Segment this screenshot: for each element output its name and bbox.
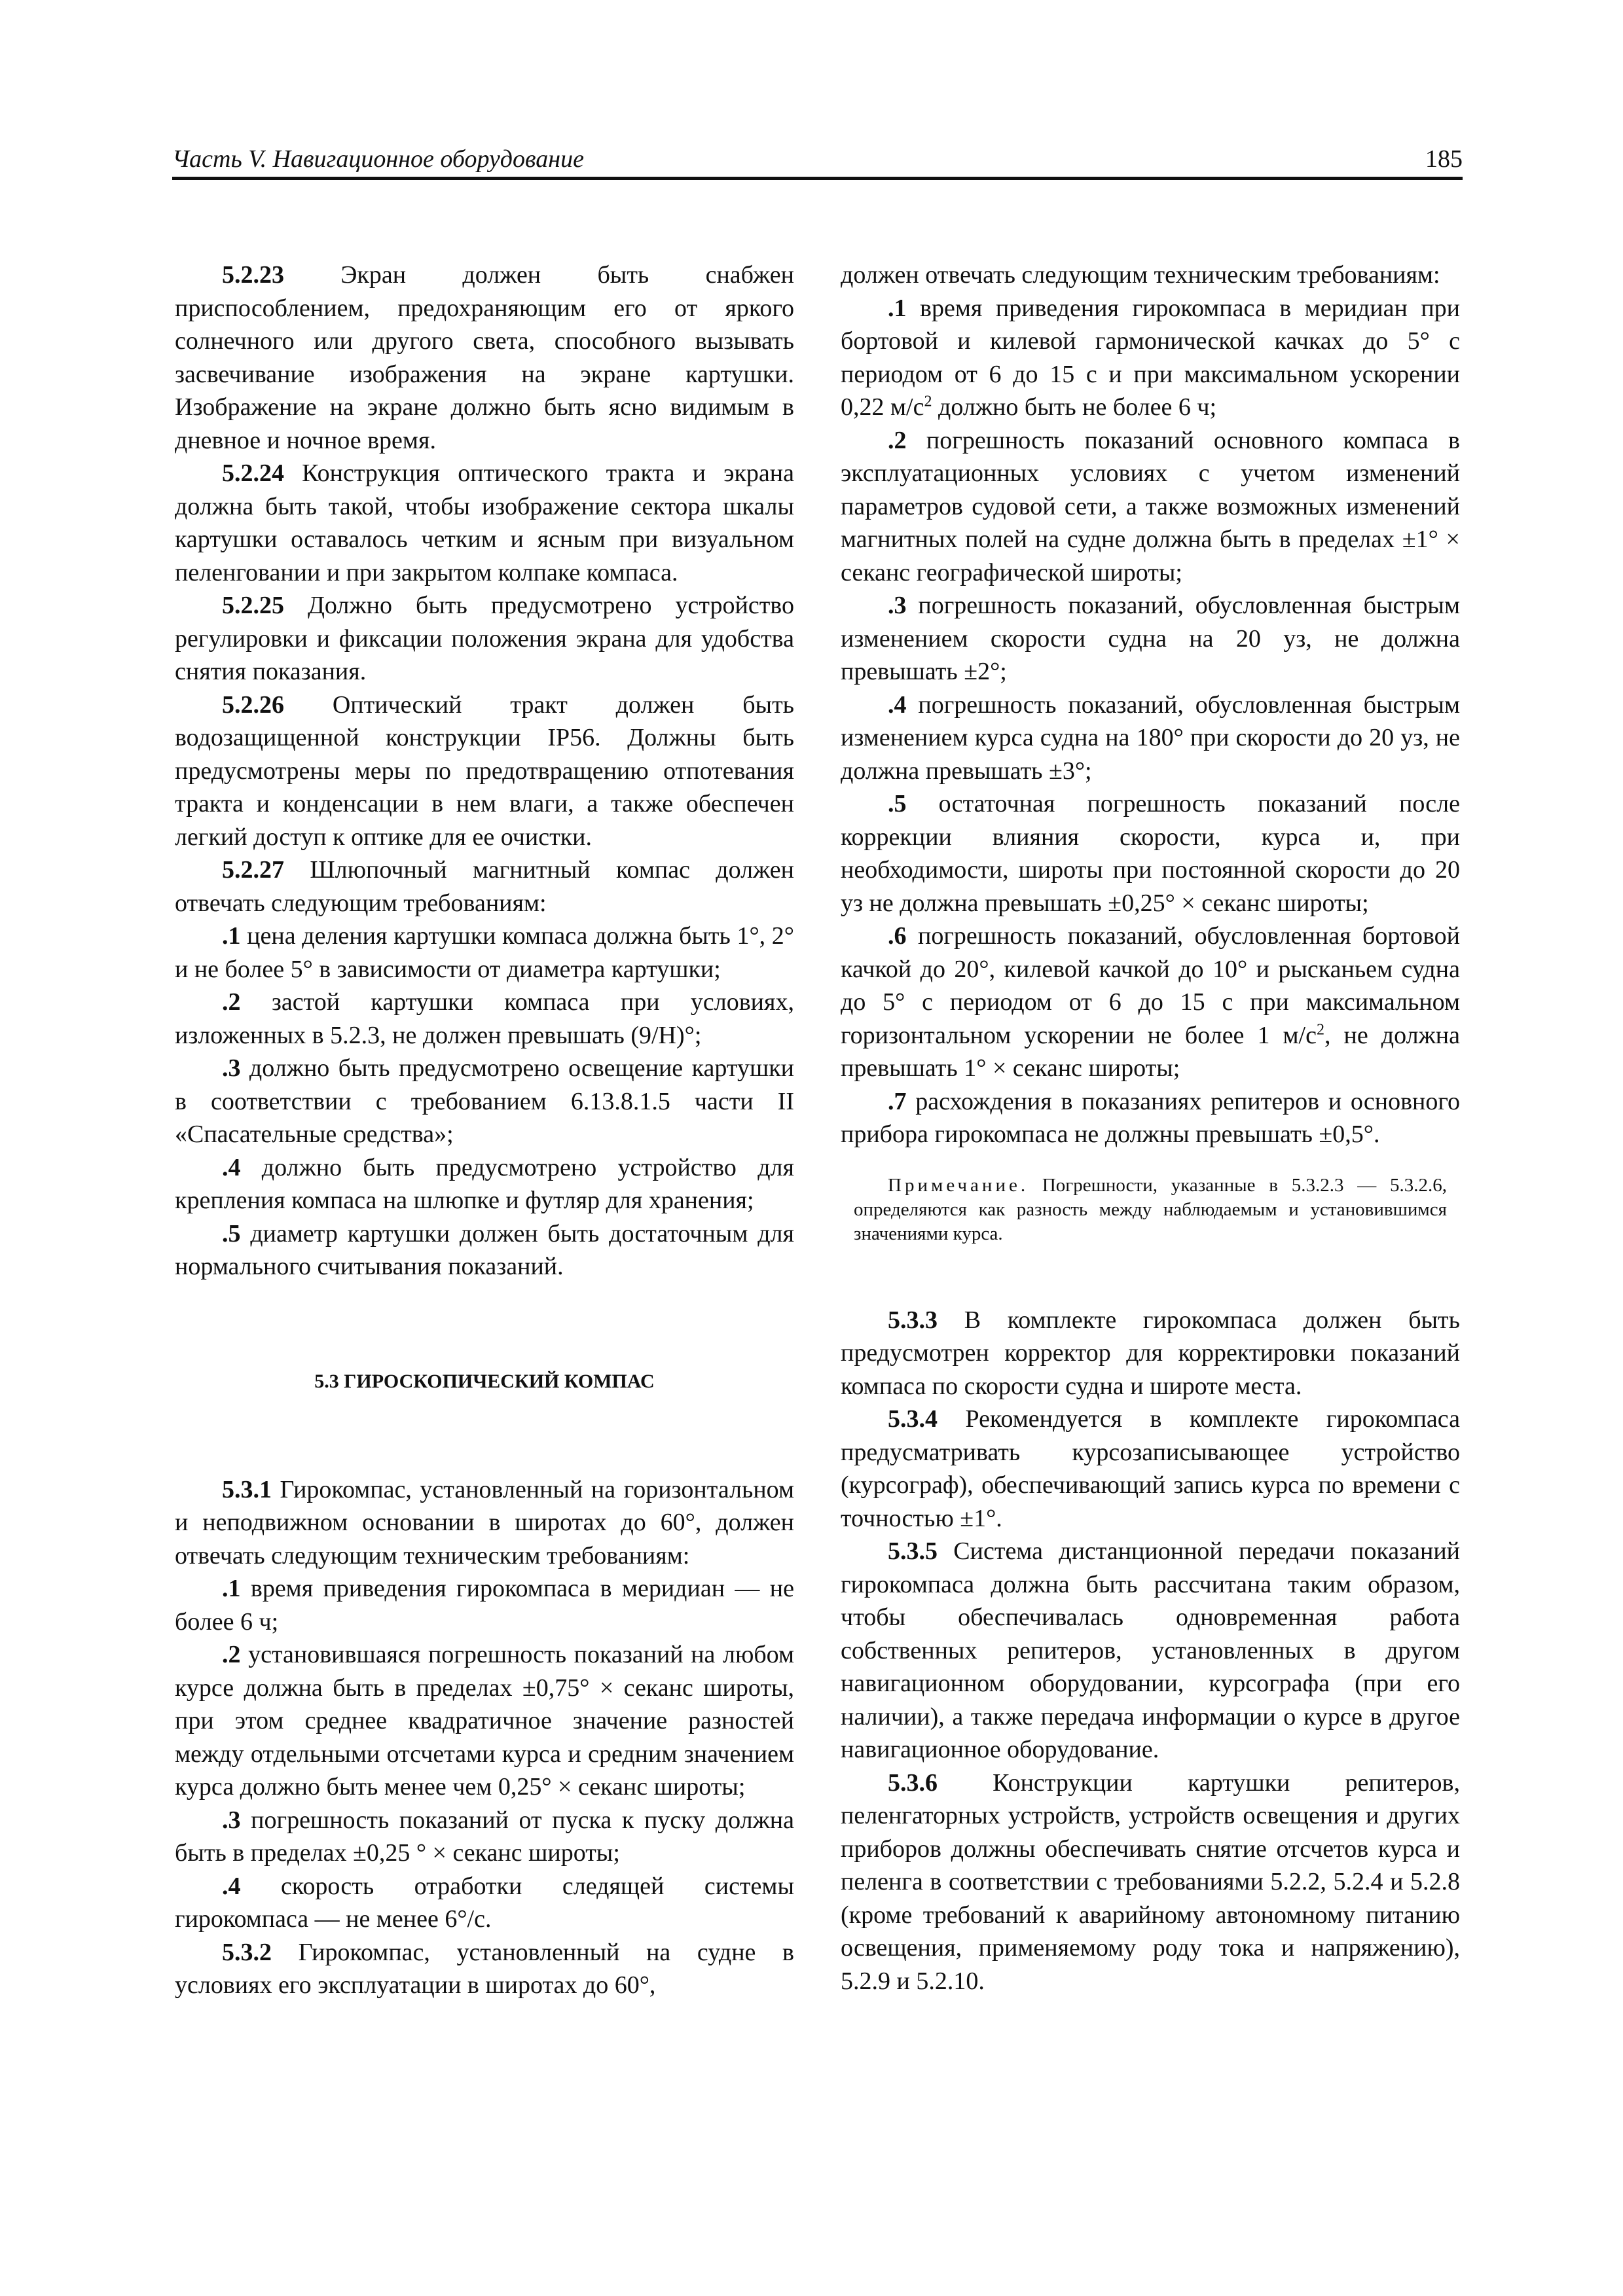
list-item: .4 погрешность показаний, обусловленная быстрым изменением курса судна на 180° при скорости до 20 уз, не должна превышать ±3°; <box>841 691 1460 785</box>
list-item: .4 скорость отработки следящей системы гирокомпаса — не менее 6°/с. <box>175 1872 794 1933</box>
list-item: .3 погрешность показаний, обусловленная быстрым изменением скорости судна на 20 уз, не должна превышать ±2°; <box>841 592 1460 685</box>
paragraph-5-3-2: 5.3.2 Гирокомпас, установленный на судне в условиях его эксплуатации в широтах до 60°, <box>175 1938 794 1999</box>
paragraph-5-2-26: 5.2.26 Оптический тракт должен быть водозащищенной конструкции IP56. Должны быть предусмотрены меры по предотвращению отпотевания тракта и конденсации в нем влаги, а также обеспечен легкий доступ к оптике для ее очистки. <box>175 691 794 851</box>
section-heading: 5.3 ГИРОСКОПИЧЕСКИЙ КОМПАС <box>314 1370 655 1392</box>
paragraph-5-2-27: 5.2.27 Шлюпочный магнитный компас должен отвечать следующим требованиям: <box>175 856 794 917</box>
paragraph-5-3-4: 5.3.4 Рекомендуется в комплекте гирокомпаса предусматривать курсозаписывающее устройство (курсограф), обеспечивающий запись курса по времени с точностью ±1°. <box>841 1405 1460 1532</box>
note-block <box>841 1174 1460 1246</box>
list-item: .7 расхождения в показаниях репитеров и основного прибора гирокомпаса не должны превышать ±0,5°. <box>841 1087 1460 1148</box>
list-item: .1 цена деления картушки компаса должна быть 1°, 2° и не более 5° в зависимости от диаметра картушки; <box>175 922 794 983</box>
paragraph-5-2-25: 5.2.25 Должно быть предусмотрено устройство регулировки и фиксации положения экрана для удобства снятия показания. <box>175 592 794 685</box>
running-title: Часть V. Навигационное оборудование <box>172 145 584 173</box>
left-column <box>175 259 794 2002</box>
note-label: Примечание. <box>888 1174 1029 1196</box>
list-item: .5 остаточная погрешность показаний после коррекции влияния скорости, курса и, при необходимости, широты при постоянной скорости до 20 уз не должна превышать ±0,25° × секанс широты; <box>841 790 1460 917</box>
list-item: .5 диаметр картушки должен быть достаточным для нормального считывания показаний. <box>175 1219 794 1280</box>
list-item: .4 должно быть предусмотрено устройство для крепления компаса на шлюпке и футляр для хранения; <box>175 1153 794 1214</box>
page-number: 185 <box>1425 145 1463 173</box>
right-column <box>841 259 1460 1998</box>
header-rule <box>172 177 1463 180</box>
note-text: Погрешности, указанные в 5.3.2.3 — 5.3.2.6, определяются как разность между наблюдаемым и установившимся значениями курса. <box>854 1174 1447 1244</box>
list-item: .2 установившаяся погрешность показаний на любом курсе должна быть в пределах ±0,75° × секанс широты, при этом среднее квадратичное значение разностей между отдельными отсчетами курса и средним значением курса должно быть менее чем 0,25° × секанс широты; <box>175 1641 794 1801</box>
list-item: .2 погрешность показаний основного компаса в эксплуатационных условиях с учетом изменений параметров судовой сети, а также возможных изменений магнитных полей на судне должна быть в пределах ±1° × секанс географической широты; <box>841 426 1460 586</box>
list-item: .3 должно быть предусмотрено освещение картушки в соответствии с требованием 6.13.8.1.5 части II «Спасательные средства»; <box>175 1054 794 1148</box>
paragraph-5-3-3: 5.3.3 В комплекте гирокомпаса должен быть предусмотрен корректор для корректировки показаний компаса по скорости судна и широте места. <box>841 1306 1460 1400</box>
list-item: .3 погрешность показаний от пуска к пуску должна быть в пределах ±0,25 ° × секанс широты; <box>175 1806 794 1867</box>
paragraph-5-2-23: 5.2.23 Экран должен быть снабжен приспособлением, предохраняющим его от яркого солнечного или другого света, способного вызывать засвечивание изображения на экране картушки. Изображение на экране должно быть ясно видимым в дневное и ночное время. <box>175 261 794 454</box>
paragraph-5-3-2-continued: должен отвечать следующим техническим требованиям: <box>841 261 1440 289</box>
paragraph-5-3-6: 5.3.6 Конструкции картушки репитеров, пеленгаторных устройств, устройств освещения и других приборов должны обеспечивать снятие отсчетов курса и пеленга в соответствии с требованиями 5.2.2, 5.2.4 и 5.2.8 (кроме требований к аварийному автономному питанию освещения, применяемому роду тока и напряжению), 5.2.9 и 5.2.10. <box>841 1768 1460 1995</box>
list-item: .1 время приведения гирокомпаса в меридиан — не более 6 ч; <box>175 1575 794 1636</box>
list-item: .2 застой картушки компаса при условиях, изложенных в 5.2.3, не должен превышать (9/H)°; <box>175 988 794 1049</box>
page-header <box>172 141 1463 177</box>
paragraph-5-3-5: 5.3.5 Система дистанционной передачи показаний гирокомпаса должна быть рассчитана таким образом, чтобы обеспечивалась одновременная работа собственных репитеров, установленных в другом навигационном оборудовании, курсографа (при его наличии), а также передача информации о курсе в другое навигационное оборудование. <box>841 1537 1460 1763</box>
list-item: .6 погрешность показаний, обусловленная бортовой качкой до 20°, килевой качкой до 10° и рысканьем судна до 5° с периодом от 6 до 15 с при максимальном горизонтальном ускорении не более 1 $м/с^2$, не должна превышать 1° × секанс широты; <box>841 922 1460 1082</box>
paragraph-5-2-24: 5.2.24 Конструкция оптического тракта и экрана должна быть такой, чтобы изображение сектора шкалы картушки оставалось четким и ясным при визуальном пеленговании и при закрытом колпаке компаса. <box>175 459 794 586</box>
paragraph-5-3-1: 5.3.1 Гирокомпас, установленный на горизонтальном и неподвижном основании в широтах до 60°, должен отвечать следующим техническим требованиям: <box>175 1475 794 1570</box>
list-item: .1 время приведения гирокомпаса в меридиан при бортовой и килевой гармонической качках до 5° с периодом от 6 до 15 с и при максимальном ускорении 0,22 $м/с^2$ должно быть не более 6 ч; <box>841 294 1460 421</box>
